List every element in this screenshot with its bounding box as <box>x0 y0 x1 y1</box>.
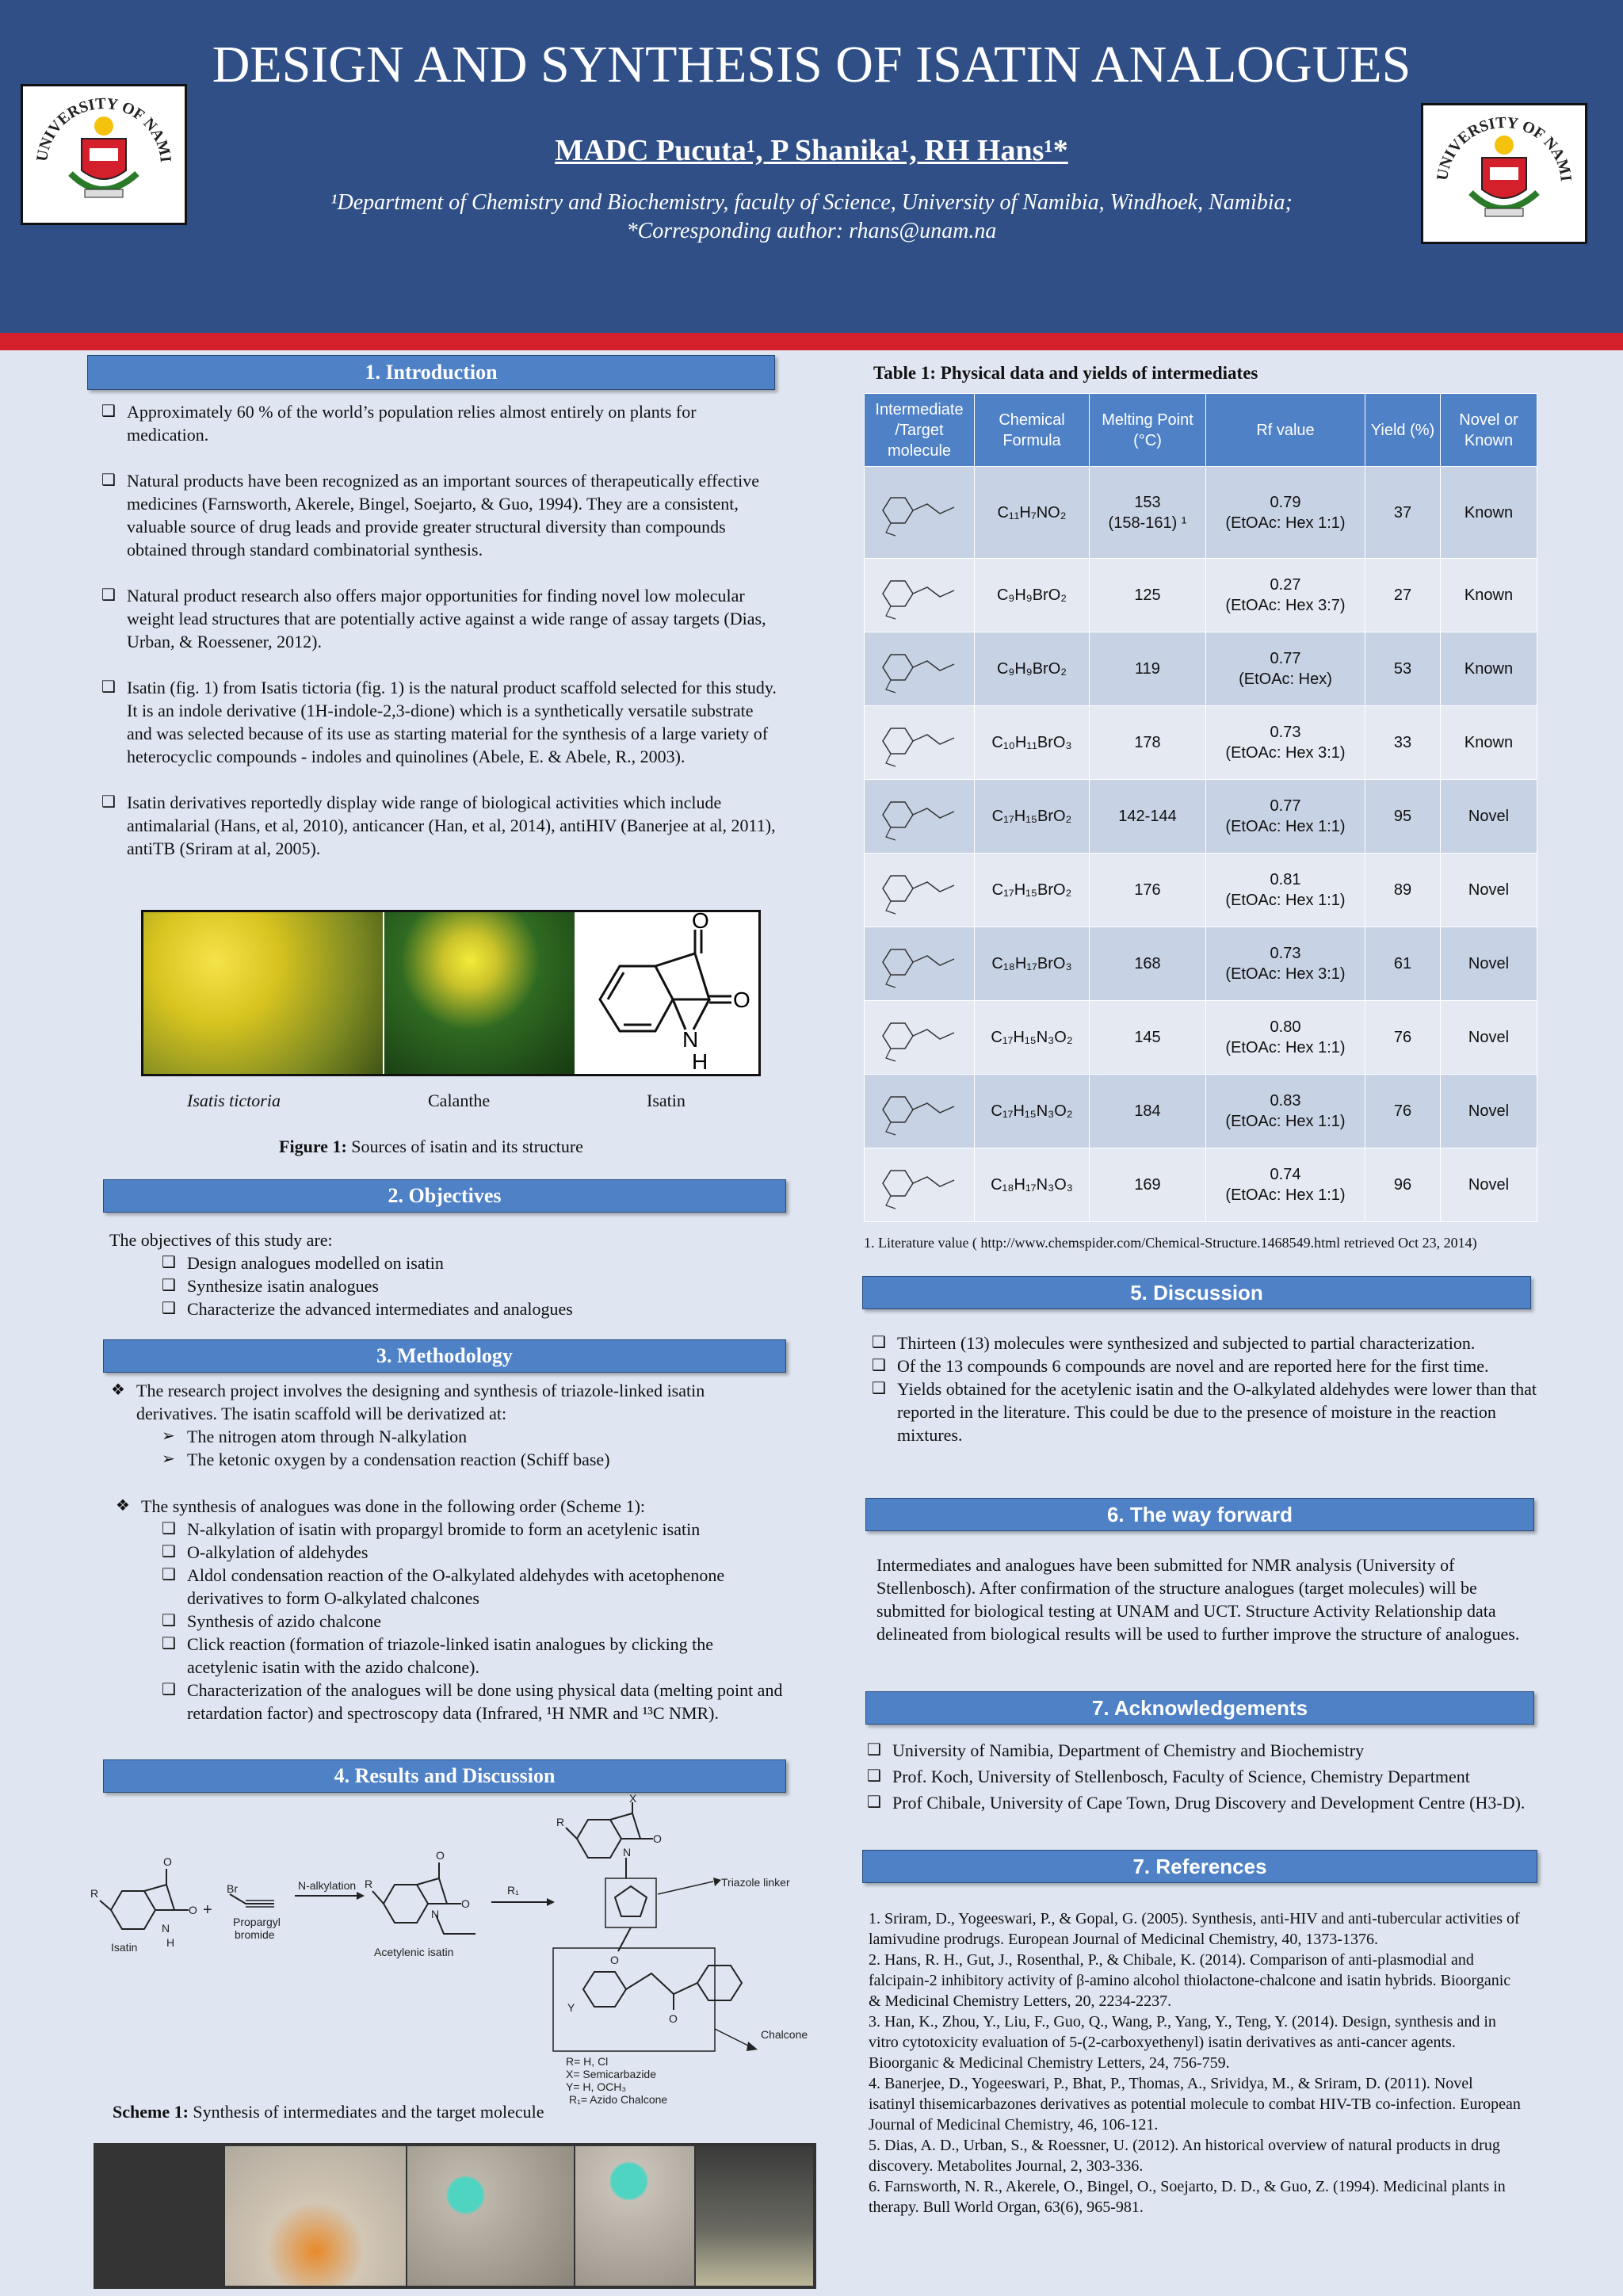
novelty-status: Novel <box>1441 780 1537 854</box>
discussion-item: ❑ Yields obtained for the acetylenic isatin and the O-alkylated aldehydes were lower than that reported in the literature. This could be due to the presence of moisture in the reaction mixtures. <box>872 1377 1542 1446</box>
svg-text:O: O <box>653 1832 662 1845</box>
novelty-status: Known <box>1441 467 1537 559</box>
reference-item: 1. Sriram, D., Yogeeswari, P., & Gopal, G. (2005). Synthesis, anti-HIV and anti-tubercular activities of lamivudine prodrugs. European Journal of Medicinal Chemistry, 40, 1373-1376. <box>869 1910 1520 1948</box>
objective-item: ❑ Design analogues modelled on isatin <box>162 1251 764 1274</box>
melting-point: 153 (158-161) ¹ <box>1090 467 1206 559</box>
svg-text:X= Semicarbazide: X= Semicarbazide <box>566 2068 657 2080</box>
svg-text:N-alkylation: N-alkylation <box>298 1879 357 1892</box>
svg-text:R: R <box>556 1816 565 1828</box>
svg-text:H: H <box>692 1049 708 1074</box>
isatis-tictoria-photo <box>143 912 383 1074</box>
structure-drawing <box>865 854 975 927</box>
melting-point: 178 <box>1090 706 1206 780</box>
objective-item: ❑ Characterize the advanced intermediates and analogues <box>162 1297 764 1320</box>
figure-1-panel <box>141 910 761 1076</box>
methodology-item: ❖ The synthesis of analogues was done in the following order (Scheme 1): <box>116 1495 781 1518</box>
scheme-label-triazole: Triazole linker <box>721 1876 790 1889</box>
svg-text:O: O <box>610 1954 619 1966</box>
svg-text:O: O <box>436 1849 445 1862</box>
reference-item: 2. Hans, R. H., Gut, J., Rosenthal, P., & Chibale, K. (2014). Comparison of anti-plasmodial and falcipain-2 inhibitory activity of β-amino alcohol thiolactone-chalcone and isatin hybrids. Bioorganic & Medicinal Chemistry Letters, 20, 2234-2237. <box>869 1951 1511 2010</box>
objectives-list <box>162 1251 764 1320</box>
yield-value: 61 <box>1365 927 1441 1001</box>
structure-drawing <box>865 1148 975 1222</box>
melting-point: 176 <box>1090 854 1206 927</box>
structure-drawing <box>865 1001 975 1075</box>
yield-value: 27 <box>1365 559 1441 632</box>
novelty-status: Known <box>1441 559 1537 632</box>
lab-photo-stirrer <box>575 2146 694 2286</box>
novelty-status: Novel <box>1441 1001 1537 1075</box>
rf-value: 0.74 (EtOAc: Hex 1:1) <box>1206 1148 1365 1222</box>
structure-drawing <box>865 1075 975 1148</box>
novelty-status: Novel <box>1441 927 1537 1001</box>
yield-value: 76 <box>1365 1075 1441 1148</box>
lab-photo-balloons <box>407 2146 574 2286</box>
poster-affiliation: ¹Department of Chemistry and Biochemistry, faculty of Science, University of Namibia, Windhoek, Namibia; <box>330 190 1293 215</box>
poster-authors: MADC Pucuta¹, P Shanika¹, RH Hans¹* <box>555 134 1068 167</box>
chemical-formula: C₁₈H₁₇N₃O₃ <box>975 1148 1090 1222</box>
chemical-formula: C₉H₉BrO₂ <box>975 559 1090 632</box>
svg-text:Propargyl: Propargyl <box>233 1916 281 1928</box>
calanthe-photo <box>384 912 575 1074</box>
scheme-label-chalcone: Chalcone <box>761 2028 808 2041</box>
reference-item: 5. Dias, A. D., Urban, S., & Roessner, U. (2012). An historical overview of natural products in drug discovery. Metabolites Journal, 2, 303-336. <box>869 2137 1500 2175</box>
reference-item: 4. Banerjee, D., Yogeeswari, P., Bhat, P., Thomas, A., Srividya, M., & Sriram, D. (2011). Novel isatinyl thisemicarbazones derivatives as potential molecule to combat HIV-TB co-infection. European Journal of Medicinal Chemistry, 46, 106-121. <box>869 2075 1521 2134</box>
intro-item: ❑ Natural product research also offers major opportunities for finding novel low molecular weight lead structures that are potentially active against a wide range of assay targets (Dias, Urban, & Roessener, 2012). <box>101 584 781 653</box>
table-row <box>865 467 1537 559</box>
methodology-subitem: ❑ O-alkylation of aldehydes <box>162 1541 788 1564</box>
lab-photo-vials <box>696 2146 813 2286</box>
rf-value: 0.77 (EtOAc: Hex) <box>1206 632 1365 706</box>
discussion-list <box>872 1331 1542 1446</box>
melting-point: 168 <box>1090 927 1206 1001</box>
yield-value: 37 <box>1365 467 1441 559</box>
svg-text:O: O <box>733 988 750 1012</box>
structure-drawing <box>865 467 975 559</box>
svg-text:N: N <box>682 1027 699 1052</box>
chemical-formula: C₁₇H₁₅N₃O₂ <box>975 1075 1090 1148</box>
rf-value: 0.27 (EtOAc: Hex 3:7) <box>1206 559 1365 632</box>
novelty-status: Known <box>1441 632 1537 706</box>
svg-text:R: R <box>90 1887 99 1900</box>
figure-caption-isatis: Isatis tictoria <box>187 1091 281 1110</box>
melting-point: 145 <box>1090 1001 1206 1075</box>
intro-item: ❑ Approximately 60 % of the world’s population relies almost entirely on plants for medication. <box>101 400 781 446</box>
svg-text:N: N <box>431 1908 440 1920</box>
svg-text:O: O <box>669 2012 678 2025</box>
svg-text:O: O <box>189 1904 197 1916</box>
table-header-rf: Rf value <box>1206 394 1365 467</box>
table-1-footnote: 1. Literature value ( http://www.chemspider.com/Chemical-Structure.1468549.html retrieved Oct 23, 2014) <box>864 1235 1477 1251</box>
figure-caption-isatin: Isatin <box>647 1091 685 1110</box>
table-row <box>865 1075 1537 1148</box>
methodology-subitem: ❑ Characterization of the analogues will be done using physical data (melting point and retardation factor) and spectroscopy data (Infrared, ¹H NMR and ¹³C NMR). <box>162 1679 788 1725</box>
introduction-list <box>101 400 781 883</box>
chemical-formula: C₁₇H₁₅BrO₂ <box>975 780 1090 854</box>
svg-text:H: H <box>166 1936 175 1949</box>
svg-text:R₁: R₁ <box>507 1884 519 1897</box>
poster-corresponding: *Corresponding author: rhans@unam.na <box>626 219 997 243</box>
svg-text:UNIVERSITY OF NAMIBIA: UNIVERSITY OF NAMI <box>33 94 174 163</box>
methodology-item: ❖ The research project involves the designing and synthesis of triazole-linked isatin derivatives. The isatin scaffold will be derivatized at: <box>111 1379 777 1425</box>
intro-item: ❑ Isatin derivatives reportedly display wide range of biological activities which include antimalarial (Hans, et al, 2010), anticancer (Han, et al, 2014), antiHIV (Banerjee at al, 2011), antiTB (Sriram at al, 2005). <box>101 791 781 860</box>
novelty-status: Novel <box>1441 1075 1537 1148</box>
methodology-heading: 3. Methodology <box>103 1339 786 1373</box>
figure-caption-calanthe: Calanthe <box>428 1091 491 1110</box>
svg-text:R= H, Cl: R= H, Cl <box>566 2055 609 2068</box>
table-row <box>865 927 1537 1001</box>
poster-title: DESIGN AND SYNTHESIS OF ISATIN ANALOGUES <box>212 36 1411 94</box>
scheme-1-caption: Scheme 1: Synthesis of intermediates and the target molecule <box>113 2102 544 2122</box>
svg-text:bromide: bromide <box>235 1928 275 1941</box>
yield-value: 89 <box>1365 854 1441 927</box>
table-header-molecule: Intermediate /Target molecule <box>865 394 975 467</box>
intro-item: ❑ Isatin (fig. 1) from Isatis tictoria (fig. 1) is the natural product scaffold selected for this study. It is an indole derivative (1H-indole-2,3-dione) which is a synthetically versatile substrate and was selected because of its use as starting material for the synthesis of a large variety of heterocyclic compounds - indoles and quinolines (Abele, E. & Abele, R., 2003). <box>101 676 781 768</box>
scheme-label-isatin: Isatin <box>111 1941 138 1954</box>
acknowledgements-list <box>867 1739 1542 1814</box>
svg-text:O: O <box>163 1855 172 1868</box>
svg-text:Y= H, OCH₃: Y= H, OCH₃ <box>566 2080 627 2093</box>
chemical-formula: C₁₇H₁₅BrO₂ <box>975 854 1090 927</box>
lab-photo-funnel <box>97 2146 223 2286</box>
table-row <box>865 632 1537 706</box>
structure-drawing <box>865 706 975 780</box>
table-header-status: Novel or Known <box>1441 394 1537 467</box>
melting-point: 184 <box>1090 1075 1206 1148</box>
methodology-sublist-1 <box>162 1425 772 1471</box>
methodology-subitem: ❑ Click reaction (formation of triazole-linked isatin analogues by clicking the acetylenic isatin with the azido chalcone). <box>162 1633 788 1679</box>
novelty-status: Known <box>1441 706 1537 780</box>
references-list <box>869 1908 1523 2218</box>
svg-text:+: + <box>203 1901 212 1919</box>
lab-photo-flask <box>225 2146 406 2286</box>
rf-value: 0.79 (EtOAc: Hex 1:1) <box>1206 467 1365 559</box>
table-header-yield: Yield (%) <box>1365 394 1441 467</box>
melting-point: 169 <box>1090 1148 1206 1222</box>
yield-value: 96 <box>1365 1148 1441 1222</box>
svg-text:UNIVERSITY OF NAMIBIA: UNIVERSITY OF NAMI <box>1434 113 1575 182</box>
rf-value: 0.81 (EtOAc: Hex 1:1) <box>1206 854 1365 927</box>
discussion-item: ❑ Thirteen (13) molecules were synthesized and subjected to partial characterization. <box>872 1331 1542 1354</box>
methodology-subitem: ❑ N-alkylation of isatin with propargyl bromide to form an acetylenic isatin <box>162 1518 788 1541</box>
acknowledgement-item: ❑ University of Namibia, Department of Chemistry and Biochemistry <box>867 1739 1542 1762</box>
objectives-intro: The objectives of this study are: <box>109 1230 333 1250</box>
introduction-heading: 1. Introduction <box>87 355 775 390</box>
acknowledgements-heading: 7. Acknowledgements <box>865 1691 1534 1725</box>
table-header-formula: Chemical Formula <box>975 394 1090 467</box>
structure-drawing <box>865 559 975 632</box>
discussion-heading: 5. Discussion <box>862 1276 1531 1309</box>
table-row <box>865 780 1537 854</box>
svg-text:N: N <box>623 1846 632 1859</box>
structure-drawing <box>865 632 975 706</box>
yield-value: 95 <box>1365 780 1441 854</box>
scheme-label-acetylenic: Acetylenic isatin <box>374 1946 454 1958</box>
chemical-formula: C₁₇H₁₅N₃O₂ <box>975 1001 1090 1075</box>
way-forward-heading: 6. The way forward <box>865 1498 1534 1531</box>
table-header-melting-point: Melting Point (°C) <box>1090 394 1206 467</box>
svg-text:R: R <box>365 1878 373 1890</box>
methodology-subitem: ➢ The nitrogen atom through N-alkylation <box>162 1425 772 1448</box>
scheme-1-diagram <box>87 1792 832 2106</box>
objective-item: ❑ Synthesize isatin analogues <box>162 1274 764 1297</box>
chemical-formula: C₁₁H₇NO₂ <box>975 467 1090 559</box>
methodology-sublist-2 <box>162 1518 788 1725</box>
yield-value: 76 <box>1365 1001 1441 1075</box>
svg-text:N: N <box>162 1922 170 1935</box>
table-row <box>865 1148 1537 1222</box>
yield-value: 53 <box>1365 632 1441 706</box>
svg-text:X: X <box>629 1792 637 1805</box>
svg-text:Br: Br <box>227 1882 238 1895</box>
chemical-formula: C₉H₉BrO₂ <box>975 632 1090 706</box>
svg-text:R₁= Azido Chalcone: R₁= Azido Chalcone <box>569 2093 668 2106</box>
results-heading: 4. Results and Discussion <box>103 1759 786 1793</box>
novelty-status: Novel <box>1441 854 1537 927</box>
melting-point: 119 <box>1090 632 1206 706</box>
way-forward-text: Intermediates and analogues have been submitted for NMR analysis (University of Stellenbosch). After confirmation of the structure analogues (target molecules) will be submitted for biological testing at UNAM and UCT. Structure Activity Relationship data delineated from biological results will be used to further improve the structure of analogues. <box>876 1555 1520 1644</box>
rf-value: 0.73 (EtOAc: Hex 3:1) <box>1206 706 1365 780</box>
table-row <box>865 1001 1537 1075</box>
objectives-heading: 2. Objectives <box>103 1179 786 1213</box>
svg-text:O: O <box>461 1897 470 1910</box>
isatin-structure <box>576 908 758 1074</box>
table-row <box>865 706 1537 780</box>
methodology-subitem: ➢ The ketonic oxygen by a condensation reaction (Schiff base) <box>162 1448 772 1471</box>
chemical-formula: C₁₈H₁₇BrO₃ <box>975 927 1090 1001</box>
reference-item: 3. Han, K., Zhou, Y., Liu, F., Guo, Q., Wang, P., Yang, Y., Teng, Y. (2014). Design, synthesis and in vitro cytotoxicity evaluation of 5-(2-carboxyethenyl) isatin derivatives as anti-cancer agents. Bioorganic & Medicinal Chemistry Letters, 24, 756-759. <box>869 2013 1496 2072</box>
table-1-title: Table 1: Physical data and yields of intermediates <box>873 363 1258 383</box>
svg-text:Y: Y <box>567 2001 575 2014</box>
methodology-list-2 <box>116 1495 781 1518</box>
methodology-list-1 <box>111 1379 777 1425</box>
melting-point: 142-144 <box>1090 780 1206 854</box>
melting-point: 125 <box>1090 559 1206 632</box>
table-row <box>865 559 1537 632</box>
figure-1-caption: Figure 1: Sources of isatin and its structure <box>279 1137 583 1156</box>
svg-text:O: O <box>692 908 709 933</box>
discussion-item: ❑ Of the 13 compounds 6 compounds are novel and are reported here for the first time. <box>872 1354 1542 1377</box>
rf-value: 0.80 (EtOAc: Hex 1:1) <box>1206 1001 1365 1075</box>
structure-drawing <box>865 780 975 854</box>
reference-item: 6. Farnsworth, N. R., Akerele, O., Bingel, O., Soejarto, D. D., & Guo, Z. (1994). Medicinal plants in therapy. Bull World Organ, 63(6), 965-981. <box>869 2178 1506 2216</box>
rf-value: 0.77 (EtOAc: Hex 1:1) <box>1206 780 1365 854</box>
rf-value: 0.83 (EtOAc: Hex 1:1) <box>1206 1075 1365 1148</box>
methodology-subitem: ❑ Synthesis of azido chalcone <box>162 1610 788 1633</box>
acknowledgement-item: ❑ Prof. Koch, University of Stellenbosch, Faculty of Science, Chemistry Department <box>867 1765 1542 1788</box>
table-row <box>865 854 1537 927</box>
structure-drawing <box>865 927 975 1001</box>
rf-value: 0.73 (EtOAc: Hex 3:1) <box>1206 927 1365 1001</box>
yield-value: 33 <box>1365 706 1441 780</box>
novelty-status: Novel <box>1441 1148 1537 1222</box>
lab-photos-strip <box>94 2143 816 2289</box>
intro-item: ❑ Natural products have been recognized as an important sources of therapeutically effective medicines (Farnsworth, Akerele, Bingel, Soejarto, & Guo, 1994). They are a consistent, valuable source of drug leads and provide greater structural diversity than compounds obtained through standard combinatorial synthesis. <box>101 469 781 561</box>
references-heading: 7. References <box>862 1850 1537 1883</box>
methodology-subitem: ❑ Aldol condensation reaction of the O-alkylated aldehydes with acetophenone derivatives to form O-alkylated chalcones <box>162 1564 788 1610</box>
chemical-formula: C₁₀H₁₁BrO₃ <box>975 706 1090 780</box>
table-1 <box>864 393 1537 1222</box>
acknowledgement-item: ❑ Prof Chibale, University of Cape Town, Drug Discovery and Development Centre (H3-D). <box>867 1791 1542 1814</box>
header-accent-bar <box>0 333 1623 350</box>
